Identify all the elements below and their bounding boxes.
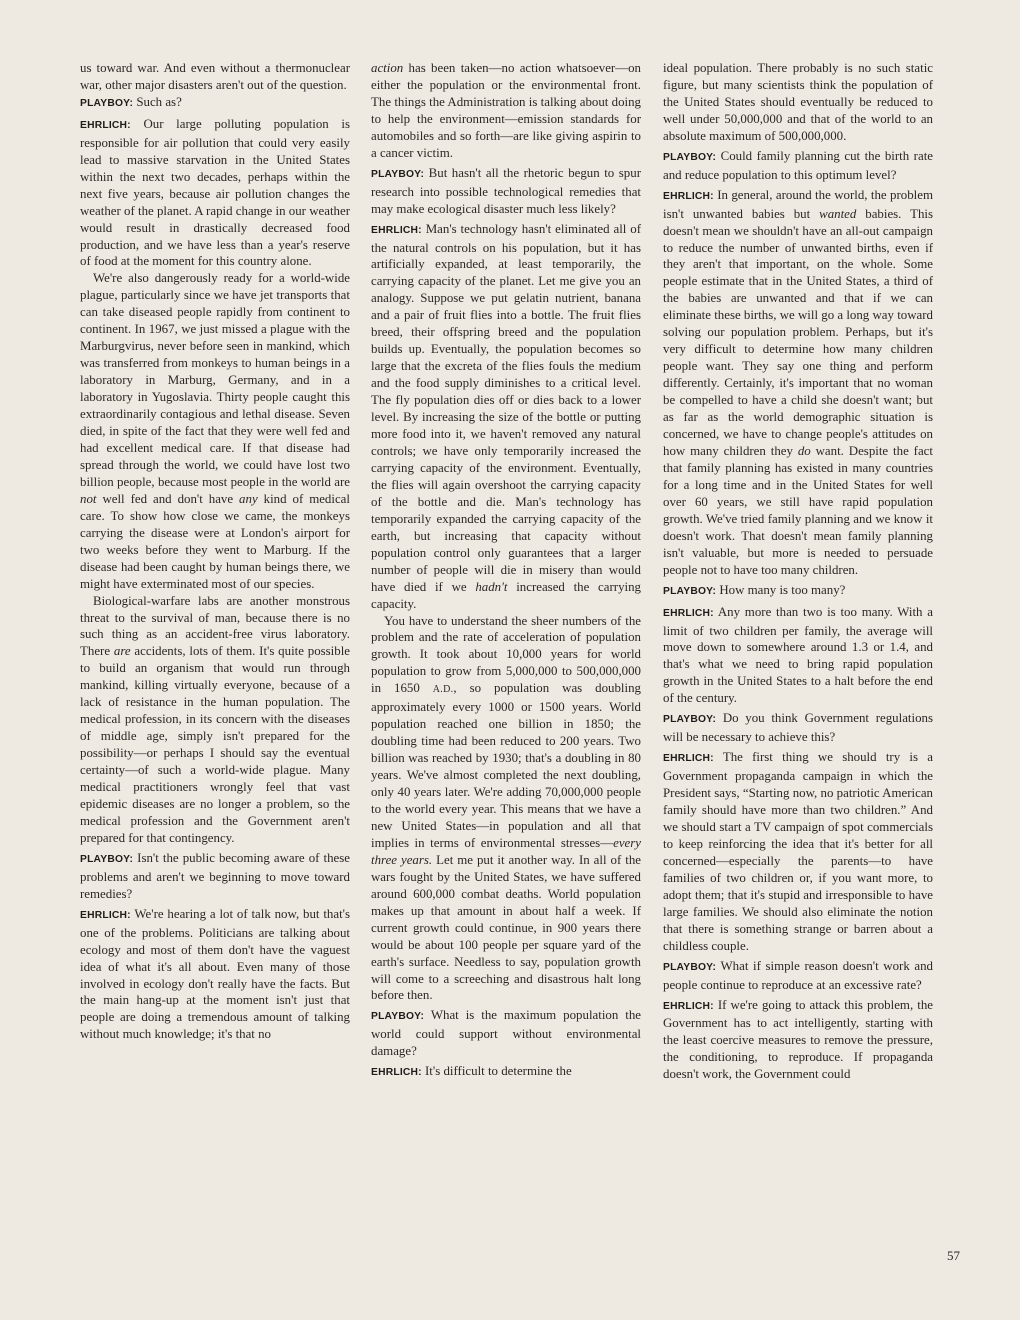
answer-text: Any more than two is too many. With a limit of two children per family, the average will move down to somewhere around 1.3 or 1.4, and that's what we need to bring rapid population growth in the United States to a halt before the end of the century.	[663, 604, 933, 706]
speaker-label-playboy: PLAYBOY:	[663, 961, 717, 973]
paragraph	[80, 60, 350, 94]
speaker-label-playboy: PLAYBOY:	[371, 168, 425, 180]
speaker-label-ehrlich: EHRLICH:	[663, 190, 714, 202]
paragraph-text: kind of medical care. To show how close we came, the monkeys carrying the disease were at London's airport for two weeks before they went to Marburg. If the disease had been caught by human beings there, we might have exterminated most of our species.	[80, 491, 350, 591]
question-text: What if simple reason doesn't work and people continue to reproduce at an excessive rate?	[663, 958, 933, 992]
speaker-label-ehrlich: EHRLICH:	[80, 119, 131, 131]
paragraph-text: us toward war. And even without a thermonuclear war, other major disasters aren't out of the question.	[80, 61, 350, 92]
paragraph	[80, 593, 350, 847]
speaker-label-ehrlich: EHRLICH:	[663, 607, 714, 619]
text-column-1	[80, 60, 350, 1043]
emphasis-text: are	[113, 644, 131, 659]
interviewee-answer	[663, 749, 933, 954]
answer-text: babies. This doesn't mean we shouldn't have an all-out campaign to reduce the number of unwanted births, even if they aren't that important, on the whole. Some people estimate that in the United States, a third of the babies are unwanted and that if we can eliminate these births, we will go a long way toward solving our population problem. Perhaps, but it's very difficult to determine how many children people want. They say one thing and perform differently. Certainly, it's important that no woman be compelled to have a child she doesn't want; but as far as the world demographic situation is concerned, we have to change people's attitudes on how many children they	[663, 206, 933, 458]
paragraph-text: You have to understand the sheer numbers of the problem and the rate of acceleration of population growth. It took about 10,000 years for world population to grow from 5,000,000 to 500,000,000 in 1650	[371, 613, 641, 696]
paragraph-text: accidents, lots of them. It's quite possible to build an organism that would run through mankind, killing virtually everyone, because of a lack of resistance in the human population. The medical profession, in its concern with the diseases of middle age, simply isn't prepared for the possibility—or perhaps I should say the eventual certainty—of such a world-wide plague. Many medical practitioners wrongly feel that vast epidemic diseases are no longer a problem, so the medical profession and the Government aren't prepared for that contingency.	[80, 644, 351, 845]
emphasis-text: action	[371, 61, 404, 75]
interviewee-answer	[663, 187, 933, 579]
paragraph	[371, 613, 641, 1005]
paragraph-text: Let me put it another way. In all of the wars fought by the United States, we have suffered around 600,000 combat deaths. World population makes up that amount in about half a week. If current growth could continue, in 900 years there would be about 100 people per square yard of the earth's surface. Needless to say, population growth will come to a screeching and disastrous halt long before then.	[371, 852, 641, 1003]
speaker-label-ehrlich: EHRLICH:	[663, 1000, 714, 1012]
emphasis-text: not	[80, 491, 97, 506]
question-text: But hasn't all the rhetoric begun to spur research into possible technological remedies that may make ecological disaster much less likely?	[371, 165, 641, 216]
speaker-label-playboy: PLAYBOY:	[663, 585, 717, 597]
page-number: 57	[947, 1248, 960, 1263]
speaker-label-ehrlich: EHRLICH:	[663, 753, 714, 765]
small-caps-text: A.D.	[432, 684, 454, 696]
question-text: How many is too many?	[716, 582, 846, 597]
emphasis-text: every three years.	[371, 835, 641, 867]
speaker-label-playboy: PLAYBOY:	[371, 1011, 425, 1023]
answer-text: We're hearing a lot of talk now, but that's one of the problems. Politicians are talking about ecology and most of them don't have the vaguest idea of what it's all about. Even many of those involved in ecology don't really have the facts. But the main hang-up at the moment isn't just that people are doing a tremendous amount of talking without much knowledge; it's that no	[80, 906, 350, 1042]
question-text: Could family planning cut the birth rate and reduce population to this optimum level?	[663, 148, 933, 182]
paragraph-text: has been taken—no action whatsoever—on either the population or the environmental front. The things the Administration is talking about doing to help the environment—emission standards for automobiles and so forth—are like giving aspirin to a cancer victim.	[371, 61, 641, 160]
text-column-3	[663, 60, 933, 1083]
answer-text: increased the carrying capacity.	[371, 579, 642, 611]
interviewer-question	[663, 710, 933, 746]
question-text: Such as?	[133, 94, 182, 109]
speaker-label-playboy: PLAYBOY:	[663, 714, 717, 726]
answer-text: Man's technology hasn't eliminated all of the natural controls on his population, but it has artificially expanded, at least temporarily, the carrying capacity of the planet. Let me give you an analogy. Suppose we put gelatin nutrient, banana and a pair of fruit flies into a bottle. The fruit flies breed, their offspring breed and the population builds up. Eventually, the population becomes so large that the excreta of the flies fouls the medium and the food supply diminishes to a critical level. The fly population dies off or dies back to a lower level. By increasing the size of the bottle or putting more food into it, we haven't removed any natural controls; we have only temporarily increased the carrying capacity of the environment. Eventually, the flies will again overshoot the carrying capacity of the bottle and die. Man's technology has temporarily expanded the carrying capacity of the earth, but increasing that capacity without population control only guarantees that a larger number of people will die in misery than would have died if we	[371, 221, 641, 594]
speaker-label-ehrlich: EHRLICH:	[371, 224, 422, 236]
paragraph-text: well fed and don't have	[96, 491, 240, 506]
interviewer-question	[80, 850, 350, 903]
speaker-label-playboy: PLAYBOY:	[80, 853, 134, 865]
answer-text: The first thing we should try is a Government propaganda campaign in which the President says, “Starting now, no patriotic American family should have more than two children.” And we should start a TV campaign of spot commercials to keep reinforcing the idea that it's better for all concerned—especially the parents—to have families of two children or, if you want more, to adopt them; that it's stupid and irresponsible to have large families. We should also eliminate the notion that there is something strange or barren about a childless couple.	[663, 750, 933, 953]
speaker-label-playboy: PLAYBOY:	[80, 97, 134, 109]
paragraph-text: ideal population. There probably is no such static figure, but many scientists think the population of the United States should eventually be reduced to well under 50,000,000 and that of the world to an absolute maximum of 500,000,000.	[663, 61, 933, 143]
speaker-label-ehrlich: EHRLICH:	[80, 909, 131, 921]
emphasis-text: do	[797, 443, 811, 458]
paragraph	[371, 60, 641, 162]
interviewer-question	[371, 1007, 641, 1060]
answer-text: Our large polluting population is responsible for air pollution that could very easily lead to massive starvation in the United States within the next two decades, perhaps within the next five years, because air pollution changes the weather of the planet. A rapid change in our weather would result in drastically decreased food production, and we have less than a year's reserve of food at the moment for this country alone.	[80, 116, 350, 269]
interviewee-answer	[80, 116, 350, 271]
speaker-label-ehrlich: EHRLICH:	[371, 1067, 422, 1079]
answer-text: want. Despite the fact that family planning has existed in many countries for a long time and in the United States for well over 60 years, we still have rapid population growth. We've tried family planning and we know it doesn't work. That doesn't mean family planning isn't valuable, but more is needed to persuade people not to have too many children.	[663, 443, 933, 577]
interviewee-answer	[371, 221, 641, 613]
paragraph	[80, 270, 350, 592]
interviewee-answer	[663, 604, 933, 708]
interviewer-question	[663, 582, 933, 601]
paragraph-text: We're also dangerously ready for a world-wide plague, particularly since we have jet transports that can take diseased people rapidly from continent to continent. In 1967, we just missed a plague with the Marburgvirus, never before seen in mankind, which was transferred from monkeys to human beings in a laboratory in Marburg, Germany, and in a laboratory in Yugoslavia. Thirty people caught this extraordinarily contagious and lethal disease. Seven died, in spite of the fact that they were well fed and had excellent medical care. If that disease had spread through the world, we could have lost two billion people, because most people in the world are	[80, 271, 350, 489]
paragraph	[663, 60, 933, 145]
paragraph-text: Biological-warfare labs are another monstrous threat to the survival of man, because there is no such thing as an accident-free virus laboratory. There	[80, 593, 350, 659]
emphasis-text: wanted	[819, 206, 857, 221]
interviewer-question	[371, 165, 641, 218]
speaker-label-playboy: PLAYBOY:	[663, 151, 717, 163]
question-text: Do you think Government regulations will be necessary to achieve this?	[663, 711, 933, 745]
question-text: What is the maximum population the world could support without environmental damage?	[371, 1008, 641, 1059]
emphasis-text: hadn't	[475, 579, 508, 594]
question-text: Isn't the public becoming aware of these problems and aren't we beginning to move toward remedies?	[80, 850, 350, 901]
interviewee-answer	[80, 906, 350, 1044]
text-column-2	[371, 60, 641, 1082]
interviewer-question	[663, 958, 933, 994]
answer-text: If we're going to attack this problem, the Government has to act intelligently, starting with the least coercive measures to remove the pressure, the conditioning, to reproduce. If propaganda doesn't work, the Government could	[663, 997, 933, 1082]
answer-text: In general, around the world, the problem isn't unwanted babies but	[663, 187, 933, 221]
interviewer-question	[80, 94, 350, 113]
interviewee-answer	[371, 1063, 641, 1082]
paragraph-text: , so population was doubling approximately every 1000 or 1500 years. World population reached one billion in 1850; the doubling time had been reduced to 200 years. Two billion was reached by 1930; that's a doubling in 80 years. We've almost completed the next doubling, only 40 years later. We're adding 70,000,000 people to the world every year. This means that we have a new United States—in population and all that implies in terms of environmental stresses—	[371, 681, 641, 850]
answer-text: It's difficult to determine the	[421, 1064, 572, 1079]
interviewer-question	[663, 148, 933, 184]
emphasis-text: any	[239, 491, 258, 506]
interviewee-answer	[663, 997, 933, 1084]
